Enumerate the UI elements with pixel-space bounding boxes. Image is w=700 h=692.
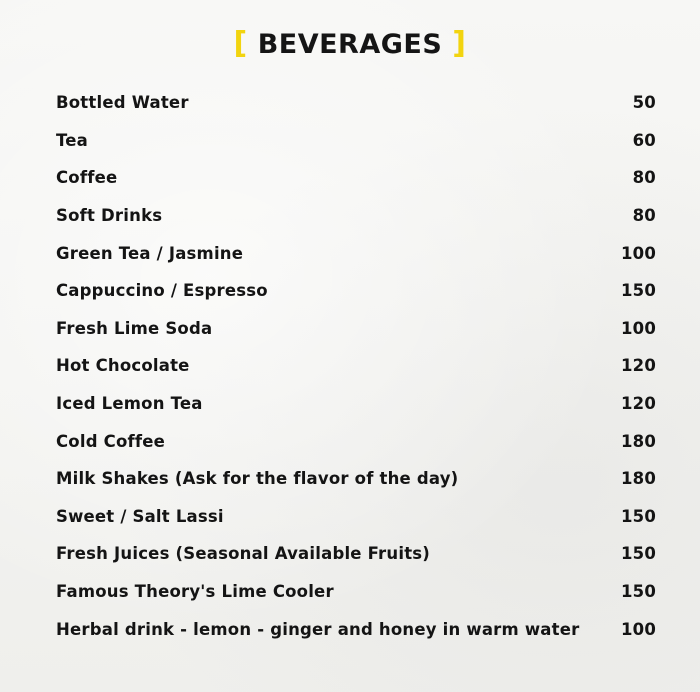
item-price: 50 (632, 93, 656, 113)
item-name: Green Tea / Jasmine (56, 243, 244, 263)
item-name: Milk Shakes (Ask for the flavor of the day) (56, 469, 459, 489)
menu-item (56, 197, 660, 235)
item-price: 180 (620, 469, 656, 489)
item-price: 150 (620, 544, 656, 564)
title-text: BEVERAGES (257, 29, 443, 60)
item-name: Fresh Juices (Seasonal Available Fruits) (56, 544, 431, 564)
item-price: 60 (632, 130, 656, 150)
menu-item (56, 498, 660, 536)
menu-item (56, 272, 660, 310)
item-name: Cappuccino / Espresso (56, 281, 268, 301)
menu-item (56, 159, 660, 197)
item-name: Sweet / Salt Lassi (56, 506, 224, 526)
item-price: 120 (620, 356, 656, 376)
item-price: 80 (632, 206, 656, 226)
menu-item (56, 385, 660, 423)
item-name: Fresh Lime Soda (56, 318, 213, 338)
item-name: Bottled Water (56, 93, 189, 113)
menu-item (56, 573, 660, 611)
item-price: 150 (620, 281, 656, 301)
menu-section-title (0, 26, 700, 61)
menu-item (56, 535, 660, 573)
menu-item (56, 347, 660, 385)
item-name: Soft Drinks (56, 206, 163, 226)
item-name: Herbal drink - lemon - ginger and honey in warm water (56, 619, 580, 639)
item-name: Tea (56, 130, 88, 150)
item-price: 120 (620, 394, 656, 414)
item-name: Coffee (56, 168, 118, 188)
menu-item (56, 610, 660, 648)
item-name: Iced Lemon Tea (56, 394, 203, 414)
item-price: 100 (620, 619, 656, 639)
item-price: 100 (620, 243, 656, 263)
menu-item (56, 460, 660, 498)
title-right-bracket: ] (452, 26, 467, 61)
item-name: Hot Chocolate (56, 356, 190, 376)
menu-item (56, 422, 660, 460)
menu-item (56, 234, 660, 272)
item-name: Cold Coffee (56, 431, 166, 451)
beverage-list (56, 84, 660, 648)
item-price: 180 (620, 431, 656, 451)
item-name: Famous Theory's Lime Cooler (56, 582, 334, 602)
menu-item (56, 310, 660, 348)
item-price: 150 (620, 582, 656, 602)
menu-item (56, 84, 660, 122)
item-price: 80 (632, 168, 656, 188)
item-price: 100 (620, 318, 656, 338)
item-price: 150 (620, 506, 656, 526)
menu-item (56, 122, 660, 160)
title-left-bracket: [ (233, 26, 248, 61)
